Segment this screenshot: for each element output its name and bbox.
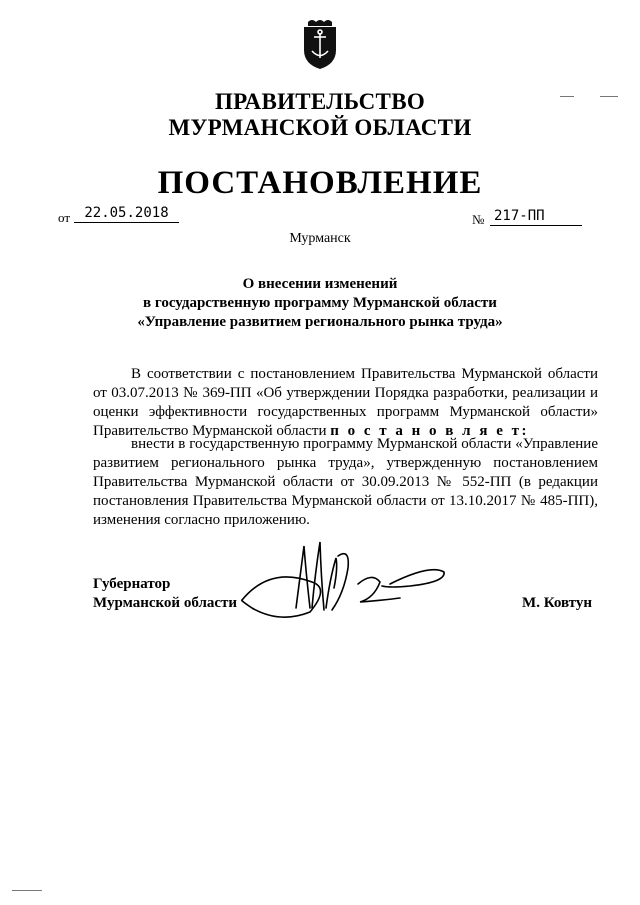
document-title (0, 275, 640, 332)
number-label: № (472, 212, 485, 227)
org-name-line2: МУРМАНСКОЙ ОБЛАСТИ (168, 115, 472, 140)
decree-word: п о с т а н о в л я е т: (330, 423, 529, 439)
signer-name: М. Ковтун (522, 595, 592, 611)
scan-mark (12, 890, 42, 891)
document-date: 22.05.2018 (74, 205, 179, 223)
signer-position (93, 575, 237, 613)
title-line1: О внесении изменений (242, 276, 398, 292)
city: Мурманск (289, 231, 351, 246)
paragraph-2-text: внести в государственную программу Мурманской области «Управление развитием регионального рынка труда», утвержденную постановлением Правительства Мурманской области от 30.09.2013 № 552-ПП (в редакции постановления Правительства Мурманской области от 13.10.2017 № 485-ПП), изменения согласно приложению. (93, 436, 598, 528)
document-type: ПОСТАНОВЛЕНИЕ (157, 165, 483, 201)
scan-mark (600, 96, 618, 97)
document-number: 217-ПП (490, 208, 582, 226)
signer-position-line1: Губернатор (93, 576, 171, 592)
org-name-line1: ПРАВИТЕЛЬСТВО (214, 89, 426, 114)
signer-position-line2: Мурманской области (93, 595, 238, 611)
body-paragraph-1 (93, 365, 598, 441)
title-line3: «Управление развитием регионального рынка труда» (137, 314, 503, 330)
scan-mark (560, 96, 574, 97)
date-label: от (58, 210, 71, 225)
body-paragraph-2 (93, 435, 598, 530)
paragraph-1-text: В соответствии с постановлением Правительства Мурманской области от 03.07.2013 № 369-ПП «Об утверждении Порядка разработки, реализации и оценки эффективности государственных программ Мурманской области» Правительство Мурманской области (93, 366, 598, 439)
handwritten-signature-icon (240, 538, 450, 623)
title-line2: в государственную программу Мурманской области (143, 295, 497, 311)
murmansk-coat-of-arms-icon (300, 18, 340, 70)
